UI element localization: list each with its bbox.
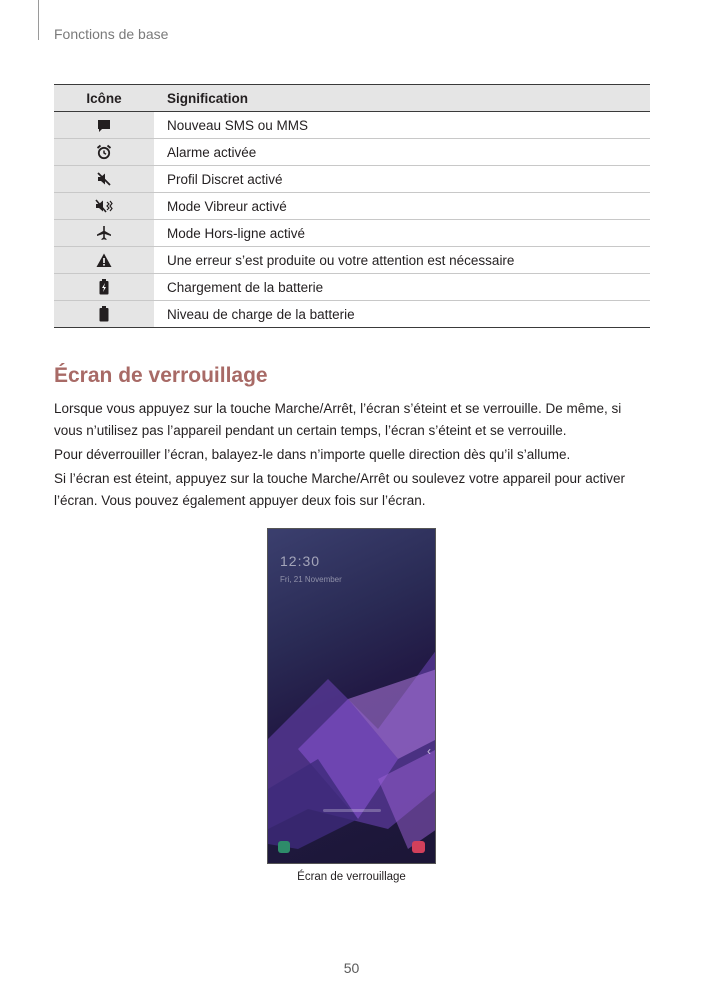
table-row: [54, 112, 650, 139]
icon-cell: [54, 220, 154, 247]
icon-cell: [54, 166, 154, 193]
page-number: 50: [343, 960, 360, 976]
body-text: [54, 398, 646, 514]
icon-cell: [54, 139, 154, 166]
table-cell-meaning: Chargement de la batterie: [154, 274, 650, 301]
figure-caption: Écran de verrouillage: [297, 871, 406, 883]
battery-level-icon: [99, 306, 109, 322]
vibrate-icon: [95, 198, 113, 214]
section-title: Écran de verrouillage: [54, 364, 268, 387]
table-cell-meaning: Profil Discret activé: [154, 166, 650, 193]
mute-icon: [96, 171, 112, 187]
icon-cell: [54, 193, 154, 220]
table-row: [54, 247, 650, 274]
table-cell-meaning: Niveau de charge de la batterie: [154, 301, 650, 328]
table-row: [54, 220, 650, 247]
running-head: Fonctions de base: [54, 26, 169, 42]
table-row: [54, 193, 650, 220]
icon-cell: [54, 112, 154, 139]
paragraph: Pour déverrouiller l’écran, balayez-le dans n’importe quelle direction dès qu’il s’allume.: [54, 447, 571, 462]
column-header-meaning: Signification: [154, 85, 650, 112]
margin-rule: [38, 0, 39, 40]
paragraph: Lorsque vous appuyez sur la touche Marche/Arrêt, l’écran s’éteint et se verrouille. De même, si vous n’utilisez pas l’appareil pendant un certain temps, l’écran s’éteint et se verrouille.: [54, 401, 622, 438]
airplane-icon: [96, 225, 112, 241]
table-row: [54, 301, 650, 328]
icon-cell: [54, 301, 154, 328]
lock-screen-date: Fri, 21 November: [280, 575, 342, 584]
column-header-icon: Icône: [54, 85, 154, 112]
table-row: [54, 166, 650, 193]
battery-charging-icon: [99, 279, 109, 295]
edge-panel-handle-icon: ‹: [427, 744, 431, 758]
warning-icon: [96, 253, 112, 268]
table-row: [54, 274, 650, 301]
message-icon: [97, 119, 111, 133]
table-cell-meaning: Alarme activée: [154, 139, 650, 166]
table-header-row: [54, 85, 650, 112]
lock-screen-screenshot: [267, 528, 436, 864]
swipe-hint: [323, 809, 381, 812]
camera-shortcut-icon: [412, 841, 425, 853]
lock-screen-clock: 12:30: [280, 553, 321, 569]
paragraph: Si l’écran est éteint, appuyez sur la touche Marche/Arrêt ou soulevez votre appareil pour activer l’écran. Vous pouvez également appuyer deux fois sur l’écran.: [54, 471, 626, 508]
icon-table: [54, 84, 650, 328]
alarm-icon: [96, 144, 112, 160]
phone-shortcut-icon: [278, 841, 290, 853]
icon-cell: [54, 274, 154, 301]
table-cell-meaning: Nouveau SMS ou MMS: [154, 112, 650, 139]
table-cell-meaning: Mode Hors-ligne activé: [154, 220, 650, 247]
table-cell-meaning: Une erreur s’est produite ou votre attention est nécessaire: [154, 247, 650, 274]
table-row: [54, 139, 650, 166]
icon-cell: [54, 247, 154, 274]
table-cell-meaning: Mode Vibreur activé: [154, 193, 650, 220]
